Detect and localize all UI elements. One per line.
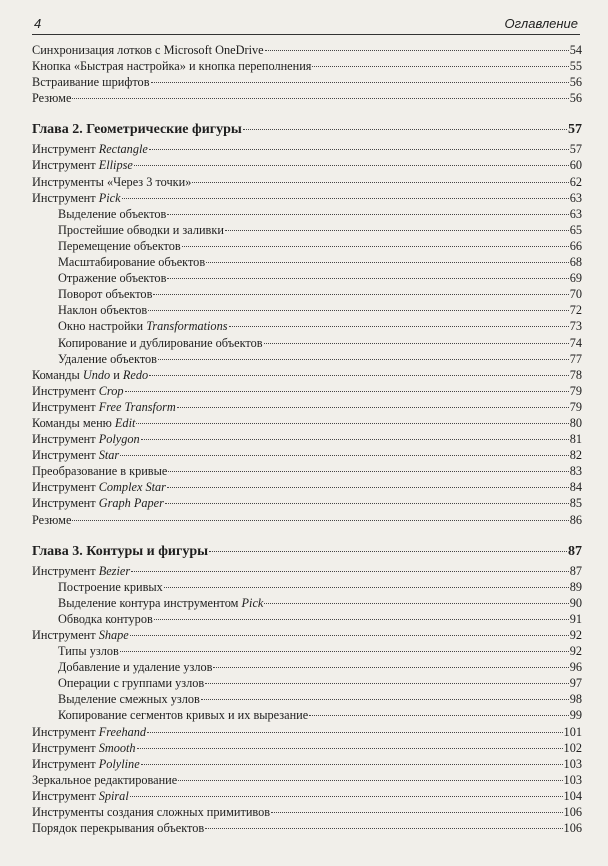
toc-entry-title: Выделение контура инструментом Pick xyxy=(58,595,264,610)
dot-leader xyxy=(136,423,568,424)
dot-leader xyxy=(167,214,568,215)
toc-page-number: 82 xyxy=(569,448,582,463)
toc-entry[interactable] xyxy=(32,479,582,495)
running-title: Оглавление xyxy=(504,16,578,31)
toc-page-number: 57 xyxy=(569,142,582,157)
toc-page-number: 83 xyxy=(569,464,582,479)
dot-leader xyxy=(177,407,569,408)
dot-leader xyxy=(309,715,568,716)
toc-subentry[interactable] xyxy=(32,270,582,286)
dot-leader xyxy=(206,262,569,263)
toc-entry-italic-term: Undo xyxy=(82,367,111,382)
toc-entry[interactable] xyxy=(32,724,582,740)
toc-chapter[interactable] xyxy=(32,541,582,563)
dot-leader xyxy=(125,391,569,392)
toc-entry[interactable] xyxy=(32,495,582,511)
toc-subentry[interactable] xyxy=(32,222,582,238)
toc-entry-italic-term: Rectangle xyxy=(98,142,148,157)
toc-entry-title: Инструмент Graph Paper xyxy=(32,496,164,511)
dot-leader xyxy=(243,129,567,130)
toc-page-number: 55 xyxy=(569,59,582,74)
dot-leader xyxy=(130,796,563,797)
toc-entry-title: Инструмент Freehand xyxy=(32,724,147,739)
dot-leader xyxy=(205,828,562,829)
toc-subentry[interactable] xyxy=(32,579,582,595)
toc-entry[interactable] xyxy=(32,740,582,756)
toc-page-number: 90 xyxy=(569,595,582,610)
toc-entry[interactable] xyxy=(32,447,582,463)
dot-leader xyxy=(137,748,563,749)
dot-leader xyxy=(265,50,569,51)
dot-leader xyxy=(149,375,569,376)
toc-entry[interactable] xyxy=(32,415,582,431)
toc-page-number: 103 xyxy=(563,772,582,787)
toc-entry-title: Синхронизация лотков с Microsoft OneDrive xyxy=(32,43,264,57)
dot-leader xyxy=(147,732,563,733)
toc-entry-italic-term: Free Transform xyxy=(98,399,176,414)
dot-leader xyxy=(201,699,569,700)
toc-entry-title: Инструмент Shape xyxy=(32,628,129,642)
toc-entry-title: Зеркальное редактирование xyxy=(32,772,178,787)
dot-leader xyxy=(178,780,562,781)
section-gap xyxy=(32,106,582,119)
dot-leader xyxy=(229,326,569,327)
toc-page-number: 79 xyxy=(569,383,582,398)
dot-leader xyxy=(264,343,569,344)
toc-page-number: 102 xyxy=(563,740,582,755)
toc-entry-title: Обводка контуров xyxy=(58,611,153,626)
toc-page-number: 57 xyxy=(568,122,582,138)
toc-entry[interactable] xyxy=(32,627,582,643)
toc-entry[interactable] xyxy=(32,804,582,820)
toc-page-number: 62 xyxy=(569,174,582,189)
toc-page-number: 72 xyxy=(569,303,582,318)
toc-entry-title: Инструмент Ellipse xyxy=(32,158,133,173)
toc-entry-title: Отражение объектов xyxy=(58,271,167,286)
toc-entry-italic-term: Transformations xyxy=(146,319,228,334)
toc-subentry[interactable] xyxy=(32,318,582,334)
toc-entry-italic-term: Edit xyxy=(114,415,136,430)
toc-page-number: 99 xyxy=(569,708,582,723)
toc-page-number: 69 xyxy=(569,271,582,286)
toc-entry-title: Окно настройки Transformations xyxy=(58,319,228,334)
toc-page-number: 85 xyxy=(569,496,582,511)
dot-leader xyxy=(151,82,569,83)
toc-subentry[interactable] xyxy=(32,611,582,627)
dot-leader xyxy=(167,278,568,279)
toc-page-number: 106 xyxy=(563,805,582,820)
toc-entry-title: Типы узлов xyxy=(58,644,119,659)
toc-page-number: 54 xyxy=(569,43,582,57)
toc-entry-title: Инструмент Bezier xyxy=(32,563,131,578)
toc-page-number: 101 xyxy=(563,724,582,739)
toc-subentry[interactable] xyxy=(32,302,582,318)
toc-page-number: 106 xyxy=(563,821,582,836)
page-number: 4 xyxy=(34,16,42,31)
toc-entry[interactable] xyxy=(32,772,582,788)
toc-entry-italic-term: Pick xyxy=(98,190,121,205)
toc-entry-title: Масштабирование объектов xyxy=(58,255,206,270)
toc-page-number: 104 xyxy=(563,788,582,803)
toc-entry-italic-term: Redo xyxy=(122,367,149,382)
toc-entry-title: Преобразование в кривые xyxy=(32,464,168,479)
toc-entry-title: Операции с группами узлов xyxy=(58,676,205,691)
toc-entry-title: Инструмент Pick xyxy=(32,190,121,205)
toc-page-number: 74 xyxy=(569,335,582,350)
dot-leader xyxy=(148,310,569,311)
toc-page-number: 79 xyxy=(569,399,582,414)
toc-entry-title: Инструменты создания сложных примитивов xyxy=(32,805,271,820)
toc-page-number: 73 xyxy=(569,319,582,334)
toc-entry[interactable] xyxy=(32,157,582,173)
dot-leader xyxy=(167,487,569,488)
toc-entry[interactable] xyxy=(32,174,582,190)
toc-page-number: 66 xyxy=(569,238,582,253)
toc-entry-title: Копирование сегментов кривых и их вырезание xyxy=(58,708,309,723)
toc-entry-italic-term: Complex Star xyxy=(98,480,166,495)
dot-leader xyxy=(213,667,568,668)
toc-entry-italic-term: Spiral xyxy=(98,788,129,803)
toc-page-number: 60 xyxy=(569,158,582,173)
toc-entry-title: Копирование и дублирование объектов xyxy=(58,335,263,350)
toc-entry-title: Инструмент Polyline xyxy=(32,756,140,771)
toc-entry-italic-term: Graph Paper xyxy=(98,496,164,511)
toc-page-number: 92 xyxy=(569,628,582,642)
toc-page-number: 89 xyxy=(569,579,582,594)
table-of-contents xyxy=(32,42,582,836)
toc-subentry[interactable] xyxy=(32,335,582,351)
toc-page-number: 87 xyxy=(568,543,582,559)
toc-entry-title: Инструмент Rectangle xyxy=(32,142,148,157)
dot-leader xyxy=(141,439,569,440)
toc-entry[interactable] xyxy=(32,74,582,90)
toc-entry-title: Инструмент Spiral xyxy=(32,788,129,803)
dot-leader xyxy=(209,551,567,552)
toc-entry-title: Простейшие обводки и заливки xyxy=(58,222,224,237)
toc-page-number: 56 xyxy=(569,91,582,106)
toc-page-number: 97 xyxy=(569,676,582,691)
toc-entry-title: Инструменты «Через 3 точки» xyxy=(32,174,192,189)
toc-entry-italic-term: Polygon xyxy=(98,432,140,447)
toc-page-number: 87 xyxy=(569,563,582,578)
toc-entry-title: Инструмент Star xyxy=(32,448,120,463)
toc-entry-title: Удаление объектов xyxy=(58,351,157,366)
dot-leader xyxy=(312,66,568,67)
toc-entry-italic-term: Pick xyxy=(241,595,264,610)
toc-entry[interactable] xyxy=(32,431,582,447)
toc-entry[interactable] xyxy=(32,820,582,836)
toc-entry-title: Перемещение объектов xyxy=(58,238,181,253)
dot-leader xyxy=(154,619,569,620)
toc-subentry[interactable] xyxy=(32,643,582,659)
dot-leader xyxy=(168,471,568,472)
toc-entry[interactable] xyxy=(32,399,582,415)
dot-leader xyxy=(192,182,568,183)
toc-page-number: 70 xyxy=(569,287,582,302)
dot-leader xyxy=(72,520,568,521)
toc-subentry[interactable] xyxy=(32,206,582,222)
toc-entry-italic-term: Bezier xyxy=(98,563,131,578)
toc-entry-title: Кнопка «Быстрая настройка» и кнопка переполнения xyxy=(32,59,312,74)
toc-entry-title: Инструмент Smooth xyxy=(32,740,136,755)
dot-leader xyxy=(165,503,569,504)
toc-entry-title: Резюме xyxy=(32,91,72,106)
toc-entry-title: Выделение объектов xyxy=(58,206,167,221)
toc-page-number: 63 xyxy=(569,206,582,221)
running-header xyxy=(32,14,580,35)
dot-leader xyxy=(141,764,563,765)
toc-entry-title: Инструмент Complex Star xyxy=(32,480,166,495)
toc-entry[interactable] xyxy=(32,190,582,206)
toc-entry[interactable] xyxy=(32,383,582,399)
toc-entry-title: Наклон объектов xyxy=(58,303,148,318)
toc-subentry[interactable] xyxy=(32,659,582,675)
toc-page-number: 84 xyxy=(569,480,582,495)
dot-leader xyxy=(120,651,569,652)
toc-subentry[interactable] xyxy=(32,707,582,723)
toc-page-number: 96 xyxy=(569,660,582,675)
dot-leader xyxy=(130,635,569,636)
toc-subentry[interactable] xyxy=(32,675,582,691)
toc-entry[interactable] xyxy=(32,141,582,157)
toc-entry-title: Команды меню Edit xyxy=(32,415,136,430)
toc-entry-title: Выделение смежных узлов xyxy=(58,692,200,707)
toc-page-number: 63 xyxy=(569,190,582,205)
toc-subentry[interactable] xyxy=(32,238,582,254)
toc-page-number: 77 xyxy=(569,351,582,366)
toc-subentry[interactable] xyxy=(32,691,582,707)
dot-leader xyxy=(131,571,569,572)
toc-subentry[interactable] xyxy=(32,254,582,270)
toc-page-number: 68 xyxy=(569,255,582,270)
toc-subentry[interactable] xyxy=(32,595,582,611)
toc-entry-title: Инструмент Crop xyxy=(32,383,124,398)
toc-entry-italic-term: Smooth xyxy=(98,740,136,755)
dot-leader xyxy=(225,230,569,231)
toc-entry[interactable] xyxy=(32,58,582,74)
toc-entry[interactable] xyxy=(32,90,582,106)
toc-entry-title: Инструмент Polygon xyxy=(32,432,140,447)
section-gap xyxy=(32,528,582,541)
dot-leader xyxy=(134,165,569,166)
toc-entry-title: Резюме xyxy=(32,512,72,527)
toc-entry[interactable] xyxy=(32,563,582,579)
toc-entry[interactable] xyxy=(32,512,582,528)
toc-entry-title: Глава 2. Геометрические фигуры xyxy=(32,122,242,138)
toc-page-number: 56 xyxy=(569,75,582,90)
toc-page-number: 80 xyxy=(569,415,582,430)
toc-page-number: 78 xyxy=(569,367,582,382)
toc-entry[interactable] xyxy=(32,42,582,58)
toc-entry[interactable] xyxy=(32,367,582,383)
toc-page-number: 98 xyxy=(569,692,582,707)
dot-leader xyxy=(164,587,569,588)
toc-subentry[interactable] xyxy=(32,351,582,367)
toc-page-number: 92 xyxy=(569,644,582,659)
toc-entry-italic-term: Shape xyxy=(98,628,129,642)
toc-entry-italic-term: Crop xyxy=(98,383,124,398)
toc-page-number: 91 xyxy=(569,611,582,626)
toc-page-number: 65 xyxy=(569,222,582,237)
toc-entry-italic-term: Ellipse xyxy=(98,158,133,173)
dot-leader xyxy=(158,359,569,360)
dot-leader xyxy=(120,455,569,456)
toc-entry-italic-term: Freehand xyxy=(98,724,147,739)
toc-entry-title: Встраивание шрифтов xyxy=(32,75,150,90)
toc-entry-title: Построение кривых xyxy=(58,579,163,594)
toc-page-number: 103 xyxy=(563,756,582,771)
toc-entry-title: Команды Undo и Redo xyxy=(32,367,149,382)
dot-leader xyxy=(271,812,562,813)
toc-entry-title: Инструмент Free Transform xyxy=(32,399,176,414)
dot-leader xyxy=(264,603,568,604)
dot-leader xyxy=(72,98,568,99)
dot-leader xyxy=(153,294,568,295)
toc-chapter[interactable] xyxy=(32,119,582,141)
dot-leader xyxy=(149,149,569,150)
toc-entry-title: Порядок перекрывания объектов xyxy=(32,821,205,836)
toc-entry-italic-term: Polyline xyxy=(98,756,140,771)
toc-entry[interactable] xyxy=(32,463,582,479)
dot-leader xyxy=(182,246,569,247)
dot-leader xyxy=(122,198,569,199)
toc-entry-title: Глава 3. Контуры и фигуры xyxy=(32,543,209,559)
toc-entry[interactable] xyxy=(32,788,582,804)
toc-page-number: 81 xyxy=(569,432,582,447)
toc-subentry[interactable] xyxy=(32,286,582,302)
toc-entry[interactable] xyxy=(32,756,582,772)
dot-leader xyxy=(205,683,568,684)
toc-entry-italic-term: Star xyxy=(98,448,120,463)
toc-page-number: 86 xyxy=(569,512,582,527)
toc-entry-title: Поворот объектов xyxy=(58,287,153,302)
toc-entry-title: Добавление и удаление узлов xyxy=(58,660,213,675)
